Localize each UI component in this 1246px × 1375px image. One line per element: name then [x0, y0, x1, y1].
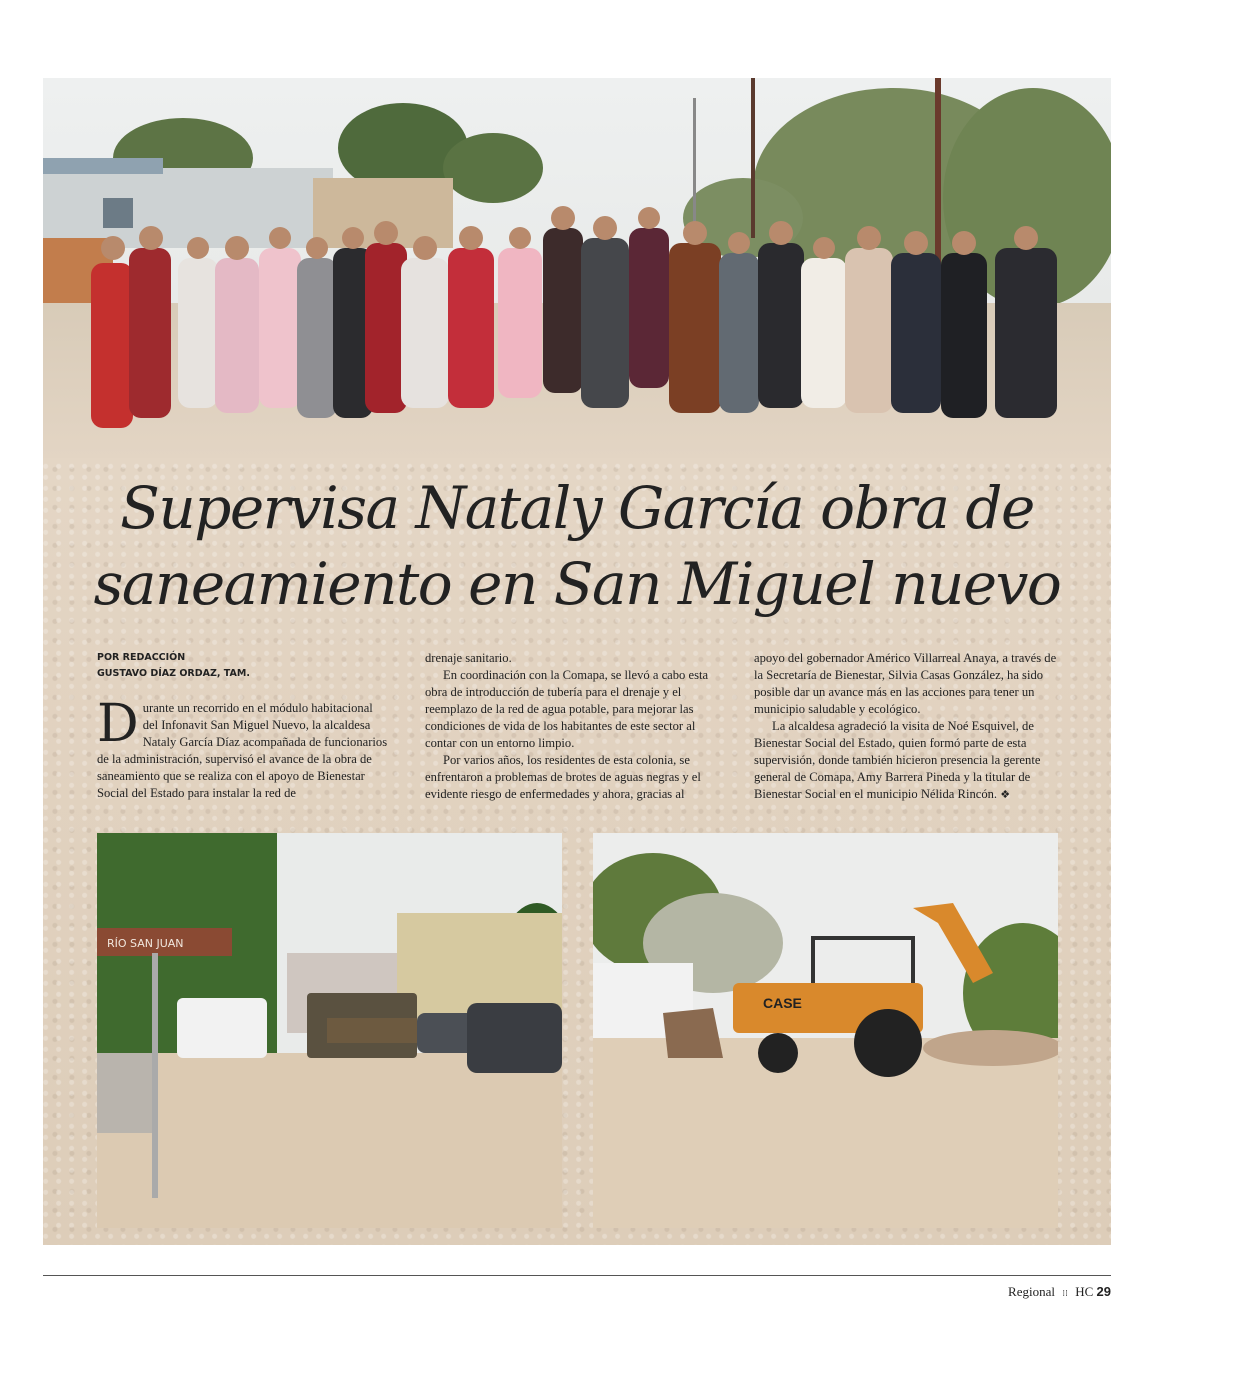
paragraph-final — [754, 718, 1060, 803]
paragraph: drenaje sanitario. — [425, 651, 512, 665]
paragraph: Por varios años, los residentes de esta colonia, se enfrentaron a problemas de brotes de aguas negras y el evidente riesgo de enfermedades y ahora, gracias al — [425, 753, 701, 801]
headline-line-2: saneamiento en San Miguel nuevo — [93, 550, 1061, 618]
article-column-2 — [425, 650, 721, 803]
article-headline — [60, 470, 1094, 622]
paragraph: apoyo del gobernador Américo Villarreal Anaya, a través de la Secretaría de Bienestar, Silvia Casas González, ha sido posible dar un avance más en las acciones para tener un municipio saludable y ecológico. — [754, 651, 1057, 716]
backhoe-photo — [593, 833, 1058, 1228]
byline — [97, 650, 250, 682]
article-column-3 — [754, 650, 1060, 803]
drop-cap: D — [97, 694, 139, 754]
street-sign-text: RÍO SAN JUAN — [107, 937, 184, 950]
headline-line-1: Supervisa Nataly García obra de — [120, 474, 1034, 542]
footer-rule — [43, 1275, 1111, 1276]
machine-brand-text: CASE — [763, 995, 802, 1011]
publication-name: HC — [1075, 1284, 1094, 1299]
paragraph: En coordinación con la Comapa, se llevó a cabo esta obra de introducción de tubería para el drenaje y el reemplazo de la red de agua potable, para mejorar las condiciones de vida de los habitantes de este sector al contar con un entorno limpio. — [425, 668, 709, 750]
footer-separator-icon: ⁞⁞ — [1062, 1289, 1068, 1299]
paragraph: urante un recorrido en el módulo habitacional del Infonavit San Miguel Nuevo, la alcaldesa Nataly García Díaz acompañada de funcionarios de la administración, supervisó el avance de la obra de saneamiento que se realiza con el apoyo de Bienestar Social del Estado para instalar la red de — [97, 701, 388, 800]
hero-group-photo — [43, 78, 1111, 458]
section-name: Regional — [1008, 1284, 1055, 1299]
byline-author: POR REDACCIÓN — [97, 652, 186, 663]
byline-location: GUSTAVO DÍAZ ORDAZ, TAM. — [97, 668, 250, 679]
page-footer — [1008, 1284, 1111, 1300]
end-mark-icon: ❖ — [1000, 788, 1011, 801]
street-work-photo — [97, 833, 562, 1228]
page-number: 29 — [1096, 1284, 1111, 1299]
article-column-1 — [97, 694, 389, 802]
paragraph-text: La alcaldesa agradeció la visita de Noé Esquivel, de Bienestar Social del Estado, quien formó parte de esta supervisión, donde también hicieron presencia la gerente general de Comapa, Amy Barrera Pineda y la titular de Bienestar Social en el municipio Nélida Rincón. — [754, 719, 1041, 801]
